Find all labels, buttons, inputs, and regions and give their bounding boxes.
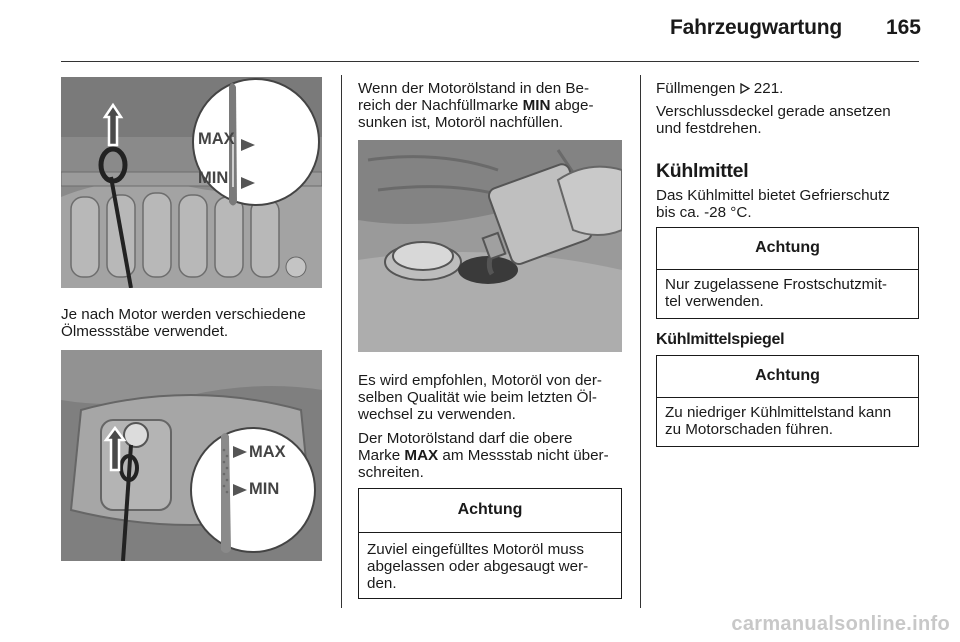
section-subheading-coolant-level: Kühlmittelspiegel <box>656 331 785 348</box>
dipstick-max-label-2: MAX <box>249 443 286 461</box>
text-line <box>358 447 633 464</box>
text-line <box>358 97 633 114</box>
dipstick-illustration-1 <box>61 77 322 288</box>
text-line: tel verwenden. <box>665 293 764 311</box>
text-fragment: am Messstab nicht über- <box>438 447 609 465</box>
warning-box-overfill <box>358 488 622 599</box>
coolant-paragraph <box>656 187 926 221</box>
warning-box-low-coolant <box>656 355 919 447</box>
oil-filling-illustration <box>358 140 622 352</box>
text-line: Wenn der Motorölstand in den Be- <box>358 80 590 97</box>
warning-text <box>657 270 918 310</box>
warning-box-antifreeze <box>656 227 919 319</box>
header-rule <box>61 61 919 62</box>
min-mark-label: MIN <box>522 97 551 115</box>
section-heading-coolant: Kühlmittel <box>656 160 749 182</box>
text-fragment: abge- <box>550 97 594 115</box>
page-reference[interactable]: 221. <box>749 80 784 97</box>
text-line: Das Kühlmittel bietet Gefrierschutz <box>656 187 890 204</box>
text-line: Verschlussdeckel gerade ansetzen <box>656 103 891 120</box>
oil-max-paragraph <box>358 430 633 482</box>
text-fragment: Füllmengen <box>656 80 740 97</box>
text-fragment: Marke <box>358 447 405 465</box>
max-mark-label: MAX <box>404 447 439 465</box>
oil-refill-paragraph <box>358 80 633 132</box>
page-number: 165 <box>885 16 921 39</box>
text-line: bis ca. -28 °C. <box>656 204 752 222</box>
reference-arrow-icon[interactable] <box>740 83 750 94</box>
dipstick-min-label-2: MIN <box>249 480 280 498</box>
oil-quality-paragraph <box>358 372 633 424</box>
warning-title: Achtung <box>657 356 918 398</box>
text-line: Zu niedriger Kühlmittelstand kann <box>665 404 892 421</box>
dipstick-min-label-1: MIN <box>198 169 229 187</box>
text-line: selben Qualität wie beim letzten Öl- <box>358 389 597 407</box>
warning-title: Achtung <box>359 489 621 533</box>
warning-text <box>359 533 621 593</box>
text-line: den. <box>367 575 397 593</box>
text-line: und festdrehen. <box>656 120 762 138</box>
text-line: wechsel zu verwenden. <box>358 406 516 424</box>
watermark: carmanualsonline.info <box>731 613 950 635</box>
warning-title: Achtung <box>657 228 918 270</box>
fill-quantity-paragraph <box>656 80 926 97</box>
text-fragment: reich der Nachfüllmarke <box>358 97 523 115</box>
caption-line: Je nach Motor werden verschiedene <box>61 306 306 323</box>
warning-text <box>657 398 918 438</box>
text-line: zu Motorschaden führen. <box>665 421 834 439</box>
cap-paragraph <box>656 103 926 137</box>
text-line: Es wird empfohlen, Motoröl von der- <box>358 372 602 389</box>
dipstick-max-label-1: MAX <box>198 130 235 148</box>
text-line: sunken ist, Motoröl nachfüllen. <box>358 114 564 132</box>
text-line: Der Motorölstand darf die obere <box>358 430 573 447</box>
dipstick-caption <box>61 306 331 340</box>
column-divider-right <box>640 75 641 608</box>
page-header-title: Fahrzeugwartung <box>669 16 842 39</box>
text-line: schreiten. <box>358 464 424 482</box>
caption-line: Ölmessstäbe verwendet. <box>61 323 229 341</box>
text-line: Nur zugelassene Frostschutzmit- <box>665 276 887 293</box>
text-line: abgelassen oder abgesaugt wer- <box>367 558 589 576</box>
text-line: Zuviel eingefülltes Motoröl muss <box>367 541 584 558</box>
column-divider-left <box>341 75 342 608</box>
